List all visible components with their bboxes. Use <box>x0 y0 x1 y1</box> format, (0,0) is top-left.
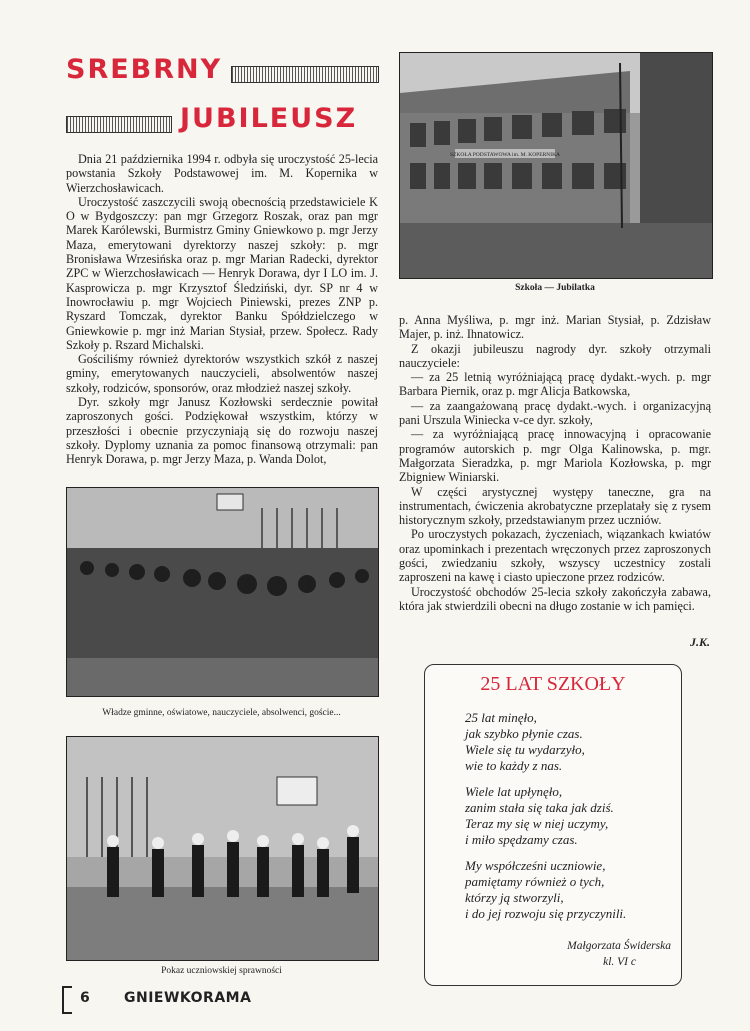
audience-image <box>67 488 378 696</box>
right-paragraph: Uroczystość obchodów 25-lecia szkoły zakończyła zabawa, która jak stwierdzili obecni na długo zostanie w ich pamięci. <box>399 584 711 613</box>
article-right-column <box>399 313 711 613</box>
poem-author: Małgorzata Świderska <box>567 940 671 952</box>
school-building-image <box>400 53 712 278</box>
article-signature: J.K. <box>689 635 710 649</box>
dance-photo <box>66 736 379 961</box>
footer-bracket <box>62 986 72 1014</box>
publication-name: GNIEWKORAMA <box>124 990 252 1006</box>
poem-title: 25 LAT SZKOŁY <box>480 673 626 695</box>
right-paragraph: W części arystycznej występy taneczne, gra na instrumentach, ćwiczenia akrobatyczne przeplatały się z rysem historycznym szkoły, przedstawianym przez uczniów. <box>399 484 711 528</box>
right-paragraph: — za wyróżniającą pracę innowacyjną i opracowanie programów autorskich p. mgr Olga Kalinowska, p. mgr. Małgorzata Sieradzka, p. mgr Mariola Kozłowska, p. mgr Zbigniew Winiarski. <box>399 427 711 485</box>
left-paragraph: Dnia 21 października 1994 r. odbyła się uroczystość 25-lecia powstania Szkoły Podstawowej im. M. Kopernika w Wierzchosławicach. <box>66 152 378 195</box>
right-paragraph: Z okazji jubileuszu nagrody dyr. szkoły otrzymali nauczyciele: <box>399 341 711 370</box>
right-paragraph: — za zaangażowaną pracę dydakt.-wych. i organizacyjną pani Urszula Winiecka v-ce dyr. szkoły, <box>399 398 711 428</box>
right-paragraph: — za 25 letnią wyróżniającą pracę dydakt.-wych. p. mgr Barbara Piernik, oraz p. mgr Alicja Batkowska, <box>399 370 711 399</box>
title-line-1: SREBRNY <box>66 54 223 85</box>
school-photo-caption: Szkoła — Jubilatka <box>515 283 595 293</box>
school-photo <box>399 52 713 279</box>
poem-text <box>465 710 675 932</box>
title-line-2: JUBILEUSZ <box>180 103 358 134</box>
poem-stanza: My współcześni uczniowie, pamiętamy również o tych, którzy ją stworzyli, i do jej rozwoju się przyczynili. <box>465 858 627 921</box>
right-paragraph: Po uroczystych pokazach, życzeniach, wiązankach kwiatów oraz upominkach i prezentach wręczonych przez zaproszonych gości, zwiedzaniu szkoły, wszyscy uczestnicy zostali zaproszeni na kawę i ciasto upieczone przez rodziców. <box>399 527 711 585</box>
poem-box <box>424 664 682 986</box>
dance-photo-caption: Pokaz uczniowskiej sprawności <box>161 966 282 976</box>
left-paragraph: Gościliśmy również dyrektorów wszystkich szkół z naszej gminy, emerytowanych nauczycieli, absolwentów naszej szkoły, rodziców, sponsorów, oraz młodzież naszej szkoły. <box>66 352 378 395</box>
poem-stanza: 25 lat minęło, jak szybko płynie czas. Wiele się tu wydarzyło, wie to każdy z nas. <box>465 710 585 773</box>
article-left-column <box>66 152 378 467</box>
title-rule-2 <box>66 116 172 133</box>
left-paragraph: Dyr. szkoły mgr Janusz Kozłowski serdecznie powitał zaproszonych gości. Podziękował wszystkim, którzy w przeszłości i obecnie przyczyniają się do rozwoju naszej szkoły. Dyplomy uznania za pomoc finansową otrzymali: pan Henryk Dorawa, p. mgr Jerzy Maza, p. Wanda Dolot, <box>66 395 378 467</box>
right-paragraph: p. Anna Myśliwa, p. mgr inż. Marian Stysiał, p. Zdzisław Majer, p. inż. Ihnatowicz. <box>399 313 711 342</box>
school-sign-text: SZKOŁA PODSTAWOWA im. M. KOPERNIKA <box>449 152 561 158</box>
left-paragraph: Uroczystość zaszczycili swoją obecnością przedstawiciele K O w Bydgoszczy: pan mgr Grzegorz Roszak, oraz pan mgr Marek Karólewski, Burmistrz Gminy Gniewkowo p. mgr Jerzy Maza, emerytowani dyrektorzy naszej szkoły: p. mgr Bronisława Wrzesińska oraz p. mgr Marian Radecki, dyrektor ZPC w Wierzchosławicach — Henryk Dorawa, dyr I LO im. J. Kasprowicza p. mgr Krzysztof Śledziński, dyr. SP nr 4 w Inowrocławiu p. mgr Wojciech Piniewski, prezes ZNP p. Ryszard Tomczak, dyrektor Banku Spółdzielczego w Gniewkowie p. mgr inż Marian Stysiał, przew. Społecz. Rady Szkoły p. Rszard Michalski. <box>66 194 378 352</box>
poem-stanza: Wiele lat upłynęło, zanim stała się taka jak dziś. Teraz my się w niej uczymy, i miło spędzamy czas. <box>465 784 614 847</box>
title-rule-1 <box>231 66 379 83</box>
dance-image <box>67 737 378 960</box>
audience-photo-caption: Władze gminne, oświatowe, nauczyciele, absolwenci, goście... <box>102 708 341 718</box>
poem-class: kl. VI c <box>603 956 636 968</box>
page-number: 6 <box>80 990 90 1006</box>
audience-photo <box>66 487 379 697</box>
